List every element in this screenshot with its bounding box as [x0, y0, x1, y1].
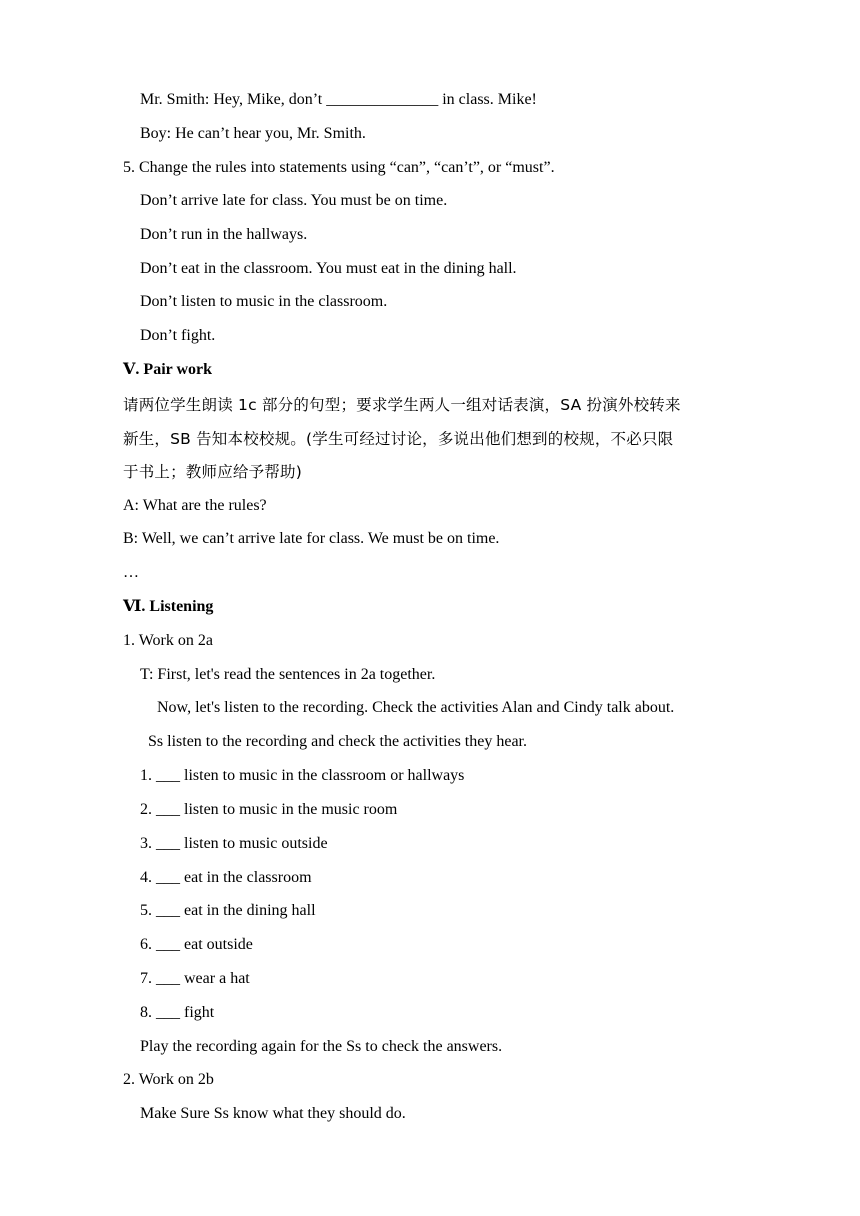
list-item: 7. ___ wear a hat [140, 970, 250, 987]
list-item: 6. ___ eat outside [140, 936, 253, 953]
student-activity-line: Ss listen to the recording and check the activities they hear. [148, 733, 527, 750]
chinese-instruction-line: 新生，SB 告知本校校规。(学生可经过讨论，多说出他们想到的校规，不必只限 [123, 430, 674, 448]
section-heading-listening: Ⅵ. Listening [123, 598, 214, 615]
task-5-heading: 5. Change the rules into statements using “can”, “can’t”, or “must”. [123, 159, 555, 176]
list-item: 5. ___ eat in the dining hall [140, 902, 316, 919]
rule-line: Don’t eat in the classroom. You must eat in the dining hall. [140, 260, 517, 277]
ellipsis: … [123, 564, 139, 581]
chinese-instruction-line: 请两位学生朗读 1c 部分的句型；要求学生两人一组对话表演，SA 扮演外校转来 [123, 396, 681, 414]
dialogue-line-b: B: Well, we can’t arrive late for class. We must be on time. [123, 530, 500, 547]
teacher-line: T: First, let's read the sentences in 2a together. [140, 666, 436, 683]
instruction-line: Make Sure Ss know what they should do. [140, 1105, 406, 1122]
list-item: 4. ___ eat in the classroom [140, 869, 312, 886]
instruction-line: Play the recording again for the Ss to check the answers. [140, 1038, 503, 1055]
rule-line: Don’t arrive late for class. You must be on time. [140, 192, 448, 209]
rule-line: Don’t fight. [140, 327, 216, 344]
list-item: 2. ___ listen to music in the music room [140, 801, 398, 818]
teacher-line: Now, let's listen to the recording. Check the activities Alan and Cindy talk about. [157, 699, 675, 716]
list-item: 3. ___ listen to music outside [140, 835, 328, 852]
rule-line: Don’t listen to music in the classroom. [140, 293, 388, 310]
dialogue-line-boy: Boy: He can’t hear you, Mr. Smith. [140, 125, 366, 142]
list-item: 1. ___ listen to music in the classroom or hallways [140, 767, 465, 784]
list-item: 8. ___ fight [140, 1004, 215, 1021]
dialogue-line-mr-smith: Mr. Smith: Hey, Mike, don’t ______________ in class. Mike! [140, 91, 537, 108]
task-heading-2a: 1. Work on 2a [123, 632, 213, 649]
section-heading-pair-work: Ⅴ. Pair work [123, 361, 212, 378]
dialogue-line-a: A: What are the rules? [123, 497, 267, 514]
rule-line: Don’t run in the hallways. [140, 226, 308, 243]
task-heading-2b: 2. Work on 2b [123, 1071, 214, 1088]
chinese-instruction-line: 于书上；教师应给予帮助) [123, 463, 302, 481]
